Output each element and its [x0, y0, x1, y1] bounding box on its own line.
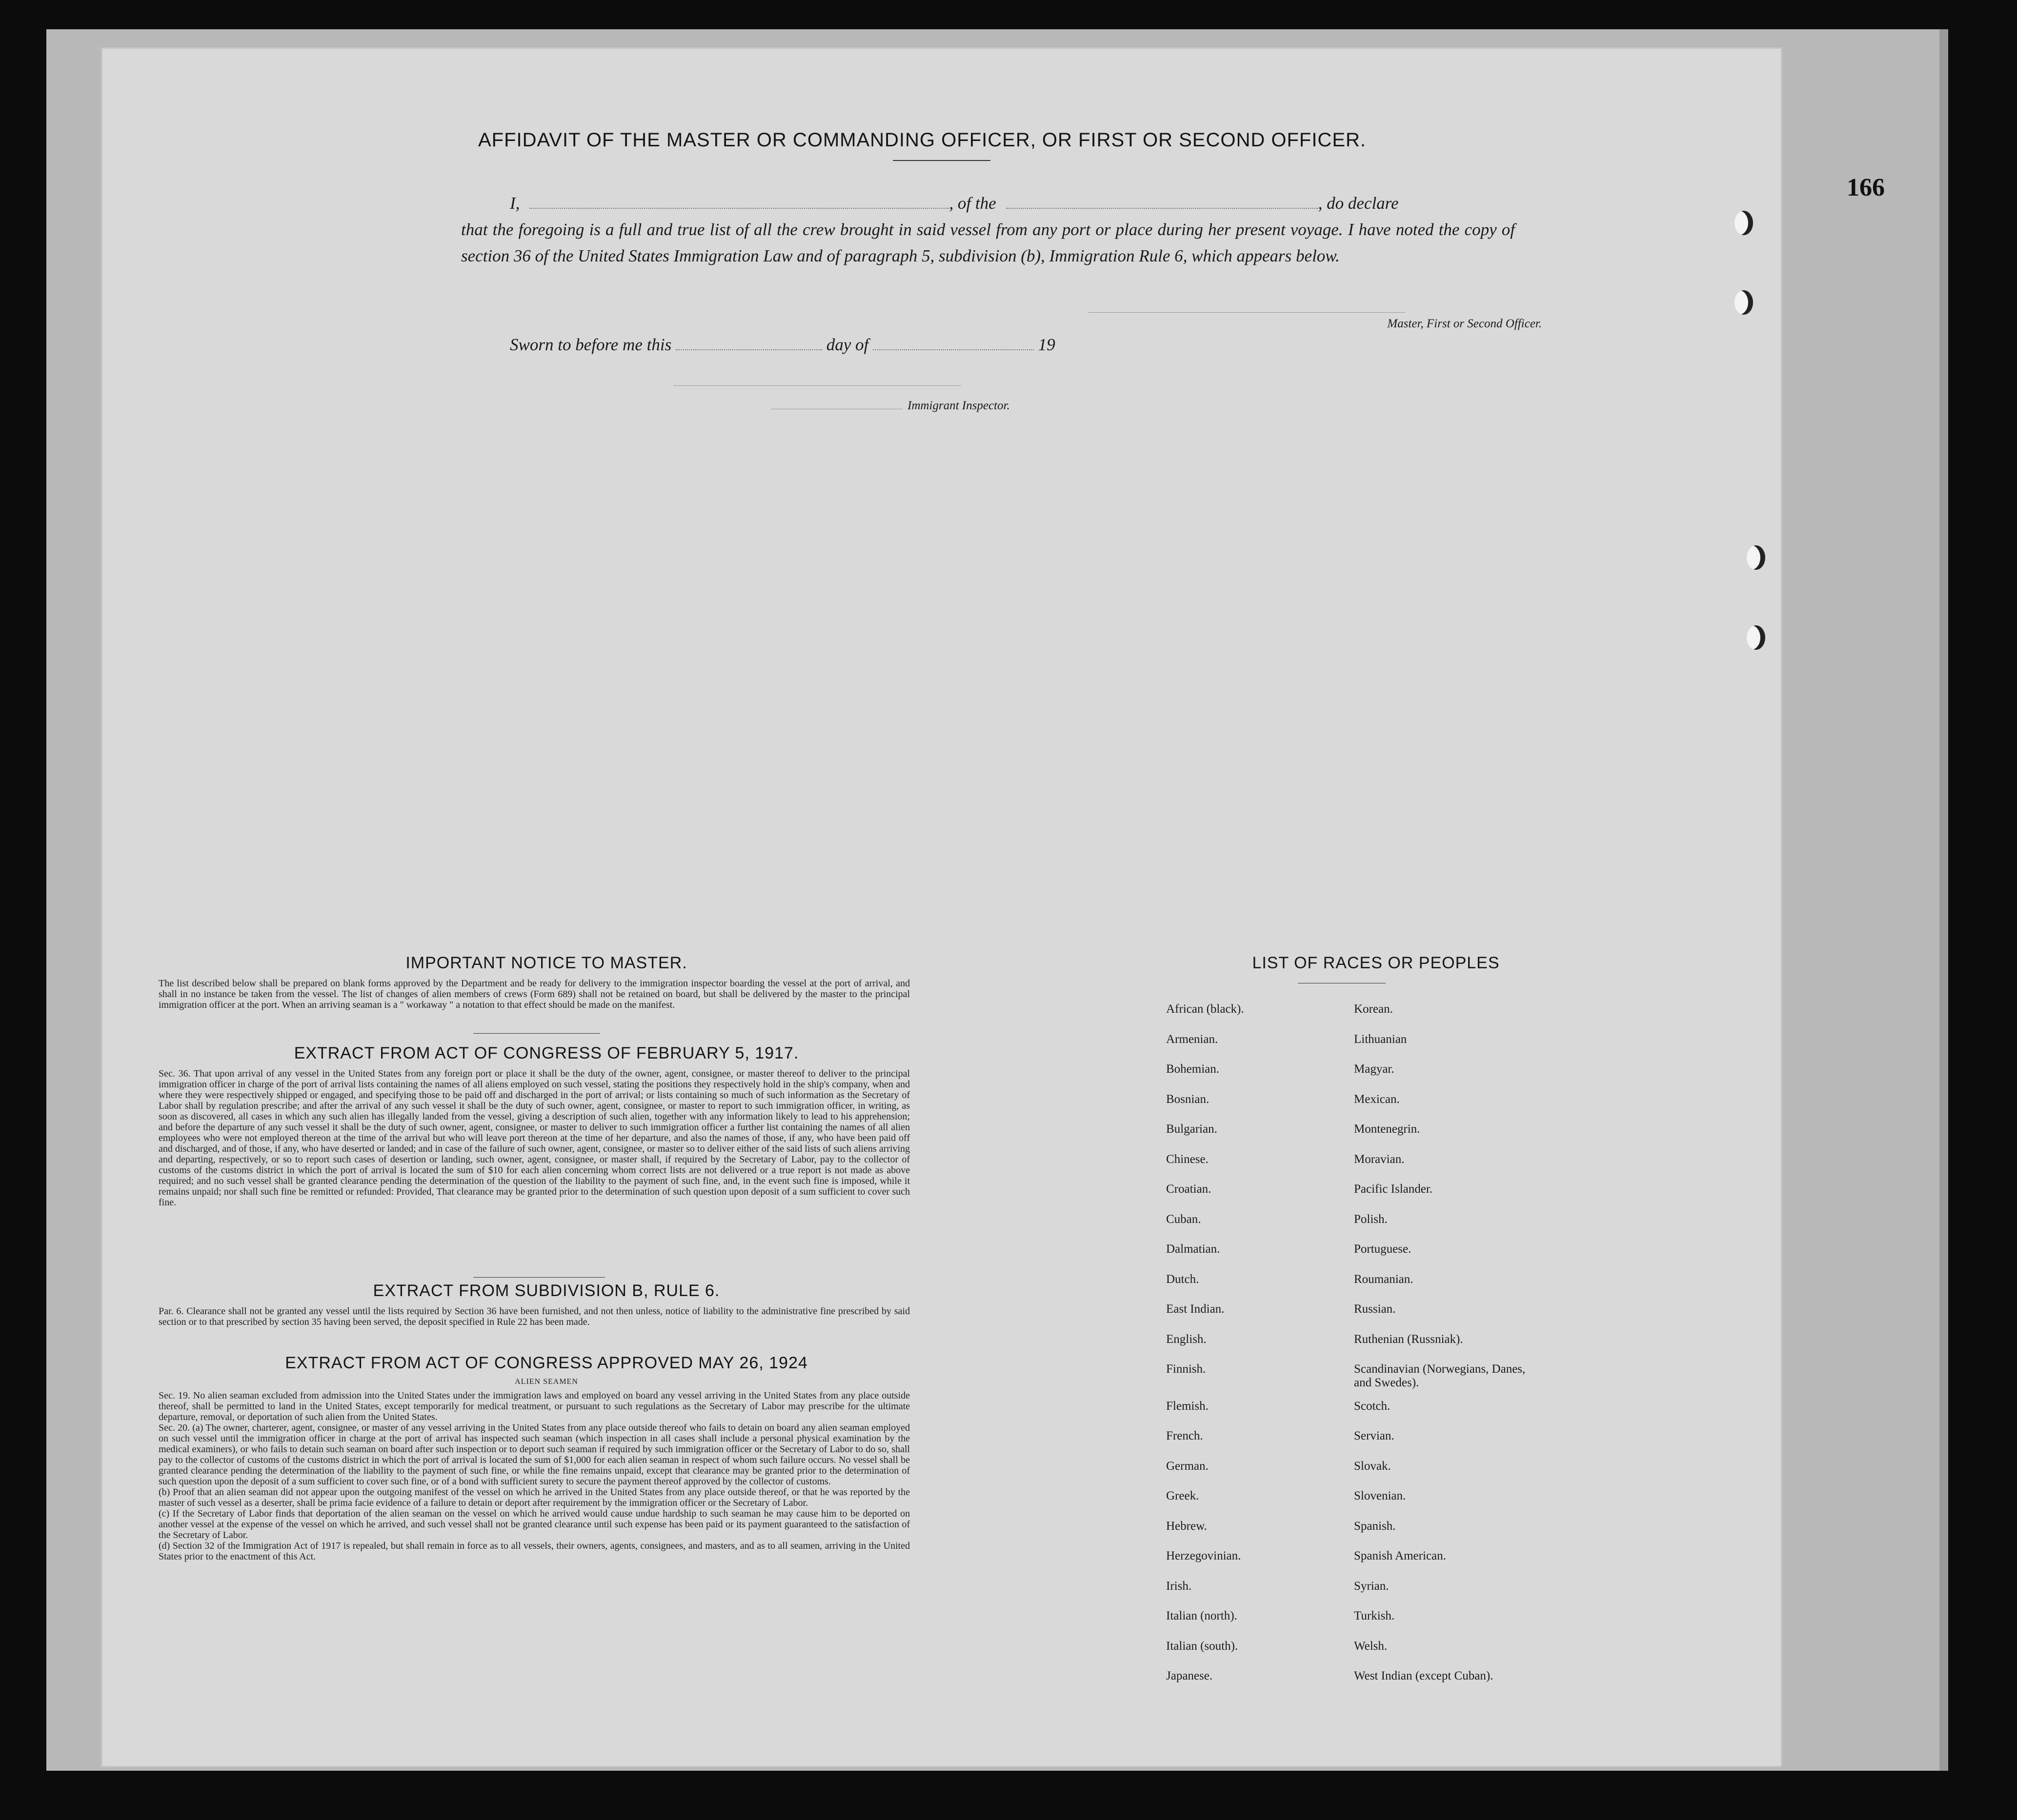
race-item: Dutch.	[1166, 1272, 1199, 1286]
race-item: German.	[1166, 1459, 1209, 1473]
race-item: Greek.	[1166, 1489, 1199, 1502]
race-item: Italian (south).	[1166, 1639, 1238, 1653]
race-item: Slovenian.	[1354, 1489, 1406, 1502]
race-item: Chinese.	[1166, 1152, 1209, 1166]
race-item: Mexican.	[1354, 1092, 1400, 1106]
race-item: Bulgarian.	[1166, 1122, 1217, 1136]
race-item: Moravian.	[1354, 1152, 1405, 1166]
race-item: Irish.	[1166, 1579, 1192, 1593]
extract-1924-subheading: ALIEN SEAMEN	[515, 1378, 578, 1386]
race-item: Polish.	[1354, 1212, 1388, 1226]
sworn-day-field[interactable]	[676, 335, 822, 350]
inspector-label: Immigrant Inspector.	[908, 399, 1010, 412]
extract-1924-paragraph: Sec. 20. (a) The owner, charterer, agent, consignee, or master of any vessel arriving in the United States from any place outside thereof who fails to detain on board any alien seaman employed on such vessel until the immigration officer in charge at the port of arrival has inspected such seaman (which inspection in all cases shall include a personal physical examination by the medical examiners), or who fails to detain such seaman on board after such inspection or to deport such seaman if required by such immigration officer or the Secretary of Labor to do so, shall pay to the collector of customs of the customs district in which the port of arrival is located the sum of $1,000 for each alien seaman in respect of whom such failure occurs. No vessel shall be granted clearance pending the determination of the liability to the payment of such fine, or while the fine remains unpaid, except that clearance may be granted prior to the determination of such question upon the deposit of a sum sufficient to cover such fine, or of a bond with sufficient surety to secure the payment thereof approved by the collector of customs.	[159, 1422, 910, 1487]
affidavit-heading: AFFIDAVIT OF THE MASTER OR COMMANDING OFFICER, OR FIRST OR SECOND OFFICER.	[478, 129, 1366, 151]
race-item: Hebrew.	[1166, 1519, 1207, 1533]
race-item: Magyar.	[1354, 1062, 1394, 1076]
race-item: Scotch.	[1354, 1399, 1391, 1413]
inspector-signature-line[interactable]	[673, 385, 961, 386]
race-item: Turkish.	[1354, 1609, 1395, 1622]
master-label: Master, First or Second Officer.	[1387, 317, 1542, 330]
binder-hole	[1747, 545, 1765, 570]
race-item: Bohemian.	[1166, 1062, 1220, 1076]
sworn-prefix: Sworn to before me this	[510, 335, 672, 354]
do-declare-label: , do declare	[1318, 194, 1399, 213]
race-item: Italian (north).	[1166, 1609, 1237, 1622]
extract-1924-paragraph: (c) If the Secretary of Labor finds that deportation of the alien seaman on the vessel on which he arrived would cause undue hardship to such seaman he may cause him to be deported on another vessel at the expense of the vessel on which he arrived, and such vessel shall not be granted clearance until such expense has been paid or its payment guaranteed to the satisfaction of the Secretary of Labor.	[159, 1508, 910, 1540]
race-item: Korean.	[1354, 1002, 1393, 1016]
races-heading: LIST OF RACES OR PEOPLES	[1252, 954, 1500, 972]
of-the-label: , of the	[949, 194, 996, 213]
extract-1924-heading: EXTRACT FROM ACT OF CONGRESS APPROVED MAY 26, 1924	[285, 1354, 808, 1372]
vessel-field[interactable]	[1006, 193, 1318, 209]
race-item: Slovak.	[1354, 1459, 1391, 1473]
sworn-line	[510, 332, 1055, 358]
races-list	[1166, 1002, 1703, 1734]
affidavit-body	[461, 190, 1515, 269]
notice-rule	[473, 1033, 600, 1034]
affidavit-statement: that the foregoing is a full and true list of all the crew brought in said vessel from any port or place during her present voyage. I have noted the copy of section 36 of the United States Immigration Law and of paragraph 5, subdivision (b), Immigration Rule 6, which appears below.	[461, 220, 1515, 265]
race-item: Finnish.	[1166, 1362, 1206, 1376]
race-item: Montenegrin.	[1354, 1122, 1420, 1136]
notice-text: The list described below shall be prepared on blank forms approved by the Department and be ready for delivery to the immigration inspector boarding the vessel at the port of arrival, and shall in no instance be taken from the vessel. The list of changes of alien members of crews (Form 689) shall not be retained on board, but shall be delivered by the master to the principal immigration officer at the port. When an arriving seaman is a " workaway " a notation to that effect should be made on the manifest.	[159, 978, 910, 1010]
extract-rule6-heading: EXTRACT FROM SUBDIVISION B, RULE 6.	[373, 1281, 720, 1300]
i-label: I,	[510, 194, 520, 213]
race-item: Japanese.	[1166, 1669, 1213, 1682]
race-item: Lithuanian	[1354, 1032, 1407, 1046]
year-prefix: 19	[1038, 335, 1055, 354]
page-number: 166	[1847, 174, 1885, 201]
race-item: Spanish.	[1354, 1519, 1396, 1533]
race-item: Portuguese.	[1354, 1242, 1412, 1256]
race-item: Bosnian.	[1166, 1092, 1210, 1106]
race-item: Servian.	[1354, 1429, 1394, 1442]
race-item: West Indian (except Cuban).	[1354, 1669, 1493, 1682]
race-item: East Indian.	[1166, 1302, 1225, 1316]
sworn-month-field[interactable]	[873, 335, 1034, 350]
heading-rule	[893, 160, 990, 161]
race-item: Scandinavian (Norwegians, Danes, and Swedes).	[1354, 1362, 1526, 1389]
manifest-page	[102, 49, 1781, 1766]
race-item: Pacific Islander.	[1354, 1182, 1433, 1196]
binder-hole	[1735, 211, 1753, 235]
race-item: Russian.	[1354, 1302, 1396, 1316]
extract-rule6-text: Par. 6. Clearance shall not be granted any vessel until the lists required by Section 36 have been furnished, and not then unless, notice of liability to the administrative fine prescribed by said section or to that prescribed by section 35 having been served, the deposit specified in Rule 22 has been made.	[159, 1306, 910, 1327]
race-item: Roumanian.	[1354, 1272, 1413, 1286]
extract-1924-paragraph: (b) Proof that an alien seaman did not appear upon the outgoing manifest of the vessel on which he arrived in the United States from any place outside thereof, or that he was reported by the master of such vessel as a deserter, shall be prima facie evidence of a failure to detain or deport after requirement by the immigration officer or the Secretary of Labor.	[159, 1487, 910, 1508]
day-of-label: day of	[826, 335, 869, 354]
race-item: Croatian.	[1166, 1182, 1211, 1196]
name-field[interactable]	[529, 193, 949, 209]
race-item: Herzegovinian.	[1166, 1549, 1241, 1562]
race-item: Ruthenian (Russniak).	[1354, 1332, 1463, 1346]
extract-1917-rule	[473, 1277, 605, 1278]
race-item: Flemish.	[1166, 1399, 1209, 1413]
race-item: English.	[1166, 1332, 1207, 1346]
race-item: French.	[1166, 1429, 1203, 1442]
extract-1924-paragraph: Sec. 19. No alien seaman excluded from admission into the United States under the immigration laws and employed on board any vessel arriving in the United States from any place outside thereof, shall be permitted to land in the United States, except temporarily for medical treatment, or pursuant to such regulations as the Secretary of Labor may prescribe for the ultimate departure, removal, or deportation of such alien from the United States.	[159, 1390, 910, 1422]
race-item: Syrian.	[1354, 1579, 1389, 1593]
extract-1924-text	[159, 1390, 910, 1562]
master-signature-line[interactable]	[1088, 312, 1405, 313]
race-item: African (black).	[1166, 1002, 1244, 1016]
extract-1917-heading: EXTRACT FROM ACT OF CONGRESS OF FEBRUARY 5, 1917.	[294, 1044, 799, 1062]
binder-hole	[1747, 625, 1765, 650]
extract-1917-text: Sec. 36. That upon arrival of any vessel in the United States from any foreign port or place it shall be the duty of the owner, agent, consignee, or master thereof to deliver to the principal immigration officer in charge of the port of arrival lists containing the names of all aliens employed on such vessel, stating the positions they respectively hold in the ship's company, when and where they were respectively shipped or engaged, and specifying those to be paid off and discharged in the port of arrival; or lists containing so much of such information as the Secretary of Labor shall by regulation prescribe; and after the arrival of any such vessel it shall be the duty of such owner, agent, consignee, or master to report to such immigration officer, in writing, as soon as discovered, all cases in which any such alien has illegally landed from the vessel, giving a description of such alien, together with any information likely to lead to his apprehension; and before the departure of any such vessel it shall be the duty of such owner, agent, consignee, or master to deliver to such immigration officer a further list containing the names of all alien employees who were not employed thereon at the time of the arrival but who will leave port thereon at the time of her departure, and also the names of those, if any, who have been paid off and discharged, and of those, if any, who have deserted or landed; and in case of the failure of such owner, agent, consignee, or master so to deliver either of the said lists of such aliens arriving and departing, respectively, or so to report such cases of desertion or landing, such owner, agent, consignee, or master shall, if required by the Secretary of Labor, pay to the collector of customs of the customs district in which the port of arrival is located the sum of $10 for each alien concerning whom correct lists are not delivered or a true report is not made as above required; and no such vessel shall be granted clearance pending the determination of the question of the liability to the payment of such fine, and, in the event such fine is imposed, while it remains unpaid; nor shall such fine be remitted or refunded: Provided, That clearance may be granted prior to the determination of such question upon deposit of a sum sufficient to cover such fine.	[159, 1068, 910, 1208]
race-item: Spanish American.	[1354, 1549, 1446, 1562]
race-item: Dalmatian.	[1166, 1242, 1220, 1256]
race-item: Armenian.	[1166, 1032, 1218, 1046]
binder-hole	[1735, 290, 1753, 315]
extract-1924-paragraph: (d) Section 32 of the Immigration Act of 1917 is repealed, but shall remain in force as to all vessels, their owners, agents, consignees, and masters, and as to all seamen, arriving in the United States prior to the enactment of this Act.	[159, 1540, 910, 1562]
race-item: Welsh.	[1354, 1639, 1388, 1653]
notice-heading: IMPORTANT NOTICE TO MASTER.	[405, 954, 687, 972]
race-item: Cuban.	[1166, 1212, 1201, 1226]
